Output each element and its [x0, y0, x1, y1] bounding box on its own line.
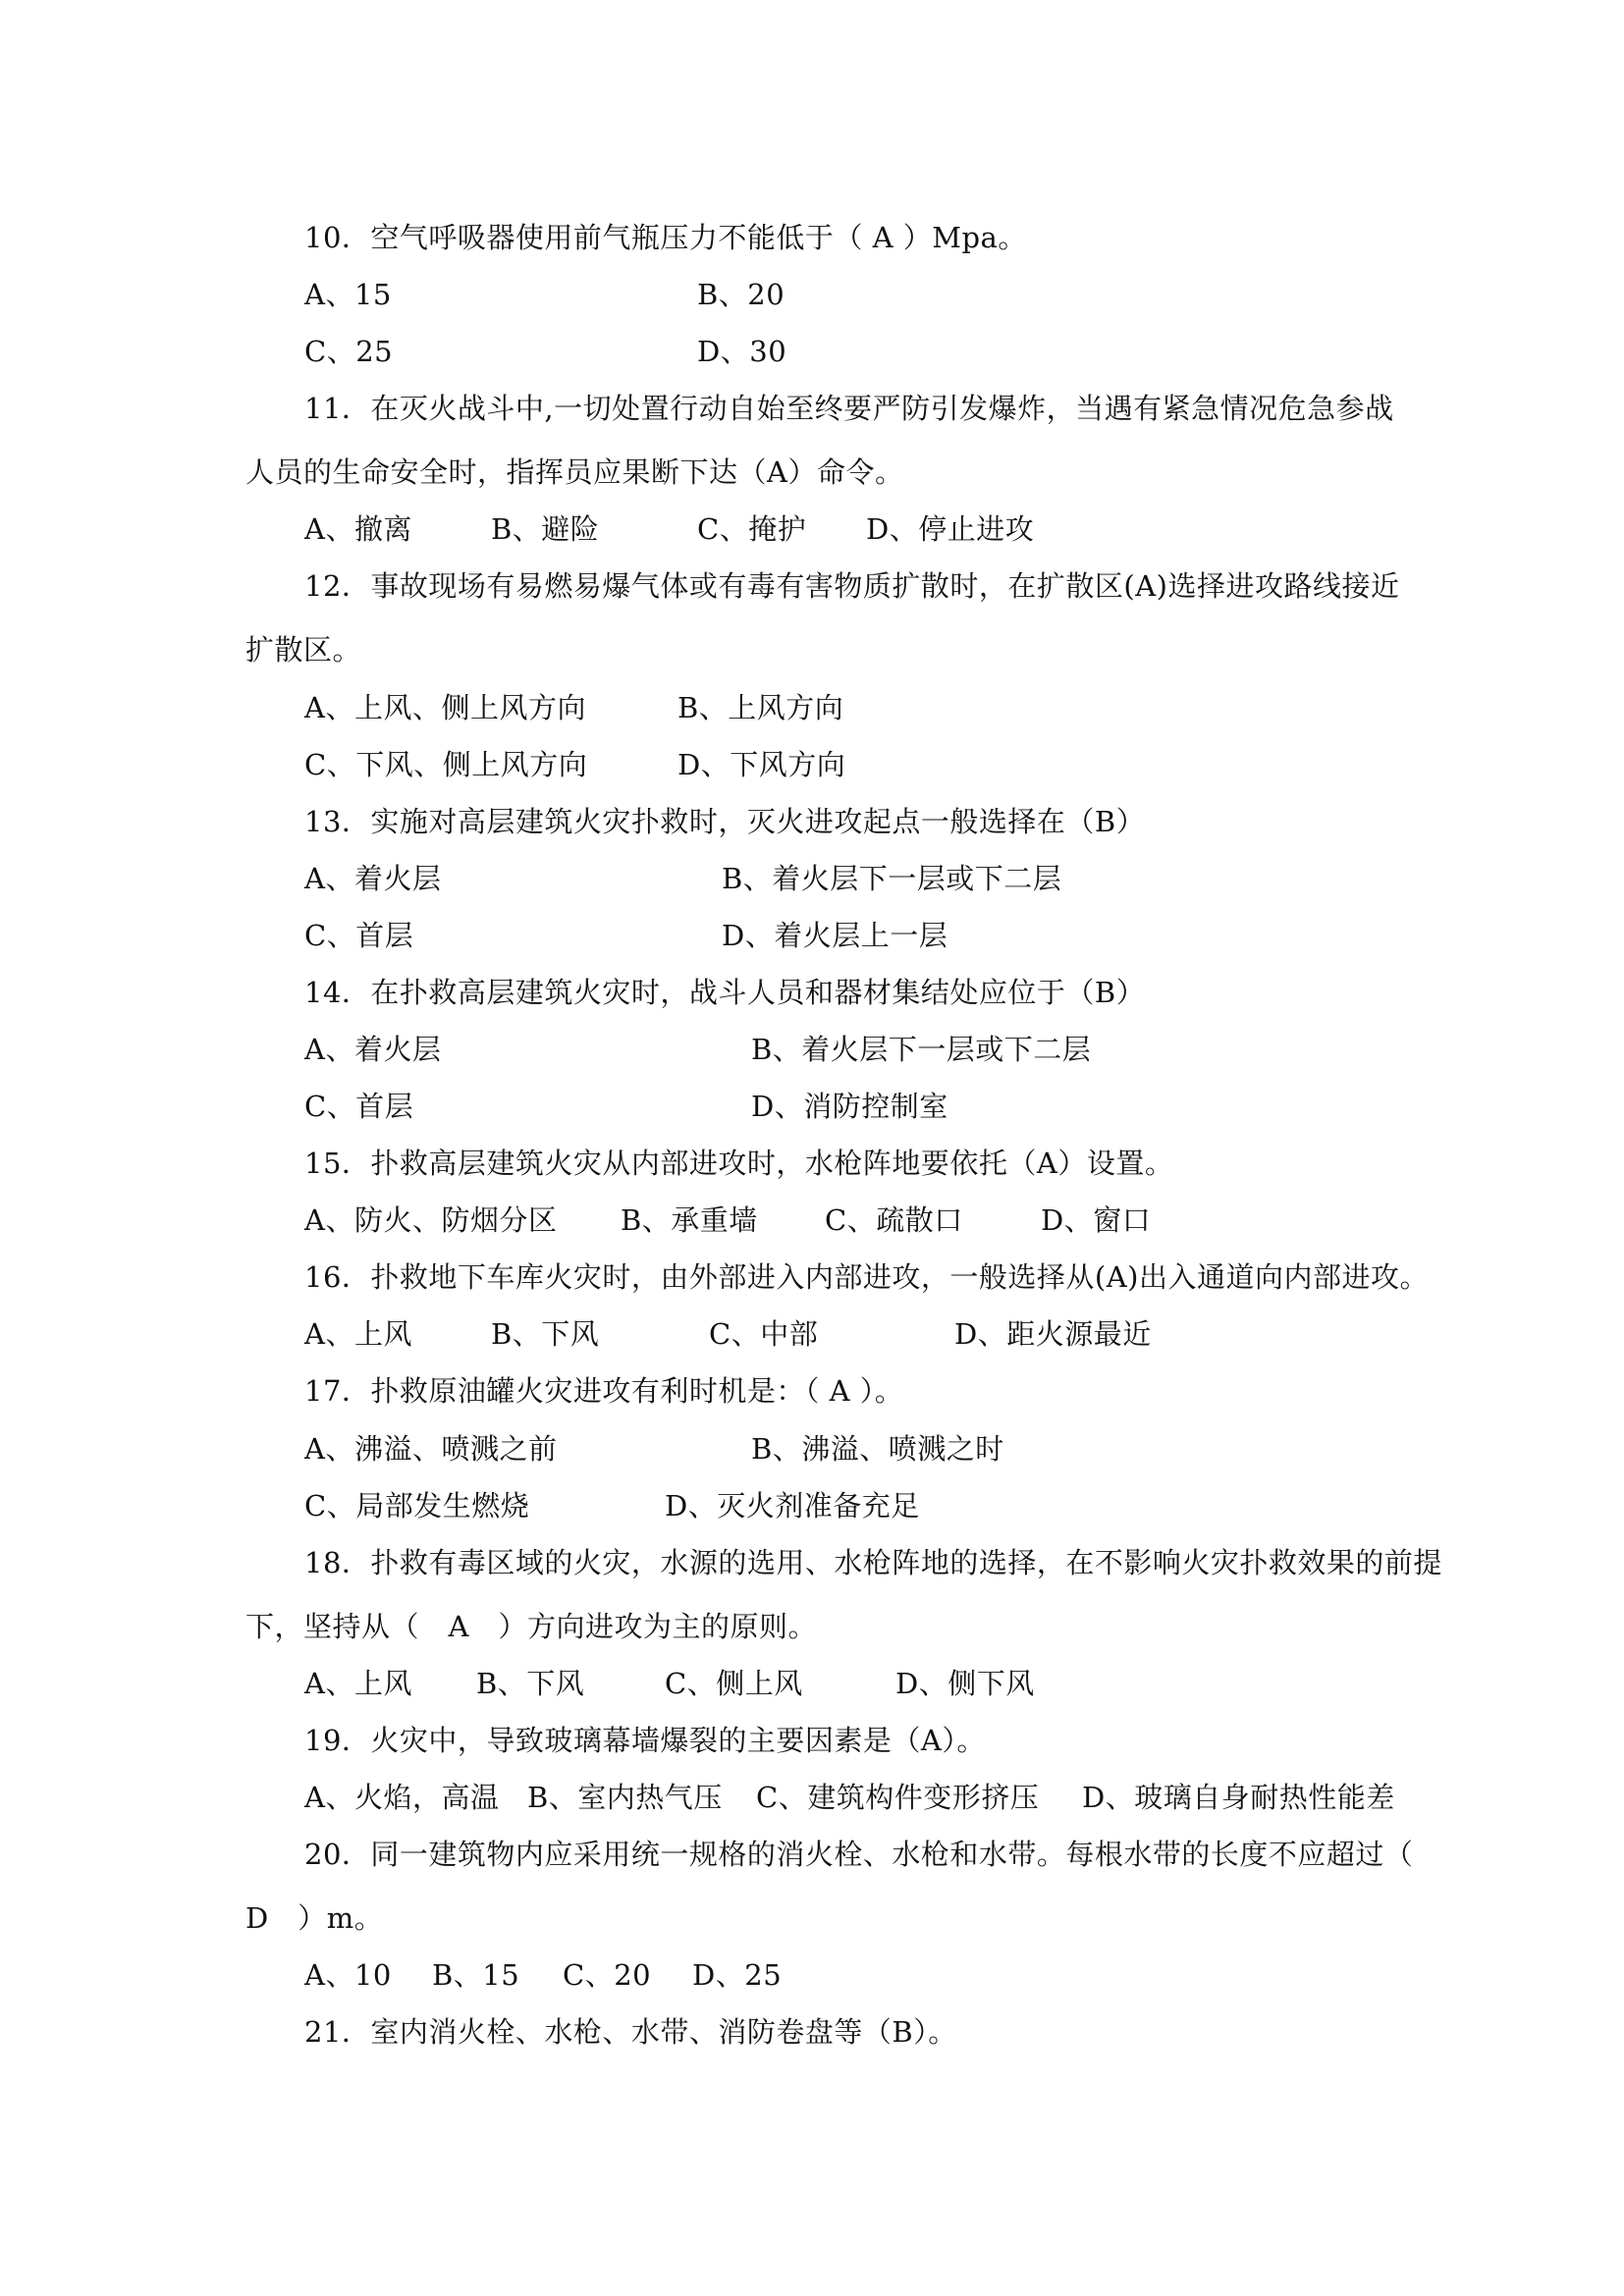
option-d: D、侧下风: [895, 1667, 1035, 1700]
option-b: B、15: [432, 1958, 520, 1992]
option-b: B、上风方向: [677, 691, 844, 724]
option-b: B、避险: [491, 512, 600, 546]
question-14: [304, 964, 1145, 1021]
option-d: D、着火层上一层: [722, 919, 948, 952]
question-text-continued: 扩散区。: [245, 633, 362, 667]
question-text: 室内消火栓、水枪、水带、消防卷盘等（B）。: [370, 2015, 957, 2049]
question-number: 12．: [304, 569, 371, 603]
question-17: [304, 1362, 903, 1419]
question-text: 扑救有毒区域的火灾，水源的选用、水枪阵地的选择，在不影响火灾扑救效果的前提: [370, 1546, 1442, 1579]
option-d: D、灭火剂准备充足: [665, 1489, 920, 1522]
question-number: 17．: [304, 1374, 371, 1408]
question-text: 扑救高层建筑火灾从内部进攻时，水枪阵地要依托（A）设置。: [370, 1147, 1174, 1180]
option-b: B、下风: [491, 1317, 600, 1351]
question-15: [304, 1135, 1173, 1192]
option-c: C、首层: [304, 919, 414, 952]
option-c: C、局部发生燃烧: [304, 1489, 530, 1522]
question-number: 14．: [304, 976, 371, 1009]
option-c: C、侧上风: [665, 1667, 803, 1700]
question-text: 事故现场有易燃易爆气体或有毒有害物质扩散时，在扩散区(A)选择进攻路线接近: [370, 569, 1400, 603]
option-b: B、着火层下一层或下二层: [722, 862, 1062, 895]
question-number: 11．: [304, 392, 371, 425]
question-text: 在扑救高层建筑火灾时，战斗人员和器材集结处应位于（B）: [370, 976, 1146, 1009]
option-a: A、上风: [304, 1317, 412, 1351]
question-19: [304, 1712, 986, 1769]
question-number: 16．: [304, 1260, 371, 1294]
option-a: A、撤离: [304, 512, 412, 546]
question-21: [304, 2003, 957, 2060]
question-number: 20．: [304, 1838, 371, 1871]
option-a: A、上风: [304, 1667, 412, 1700]
option-d: D、下风方向: [677, 748, 846, 781]
question-11: [304, 380, 1394, 437]
option-c: C、25: [304, 335, 394, 368]
question-text: 扑救地下车库火灾时，由外部进入内部进攻，一般选择从(A)出入通道向内部进攻。: [370, 1260, 1429, 1294]
option-a: A、着火层: [304, 862, 442, 895]
option-b: B、沸溢、喷溅之时: [751, 1432, 1004, 1466]
question-text: 空气呼吸器使用前气瓶压力不能低于（ A ）Mpa。: [370, 221, 1027, 254]
option-a: A、上风、侧上风方向: [304, 691, 586, 724]
question-text: 扑救原油罐火灾进攻有利时机是：（ A ）。: [370, 1374, 904, 1408]
question-16: [304, 1249, 1429, 1306]
option-d: D、窗口: [1041, 1203, 1152, 1237]
option-b: B、室内热气压: [527, 1781, 723, 1814]
question-10: [304, 209, 1027, 266]
option-a: A、15: [304, 278, 392, 311]
question-number: 13．: [304, 805, 371, 838]
option-d: D、30: [697, 335, 787, 368]
option-d: D、距火源最近: [954, 1317, 1152, 1351]
option-b: B、着火层下一层或下二层: [751, 1033, 1092, 1066]
option-c: C、疏散口: [825, 1203, 963, 1237]
question-number: 18．: [304, 1546, 371, 1579]
option-a: A、沸溢、喷溅之前: [304, 1432, 558, 1466]
option-c: C、掩护: [697, 512, 807, 546]
option-b: B、下风: [476, 1667, 585, 1700]
question-number: 15．: [304, 1147, 371, 1180]
question-text: 在灭火战斗中,一切处置行动自始至终要严防引发爆炸，当遇有紧急情况危急参战: [370, 392, 1394, 425]
option-d: D、停止进攻: [866, 512, 1035, 546]
option-b: B、20: [697, 278, 785, 311]
option-c: C、建筑构件变形挤压: [756, 1781, 1040, 1814]
question-13: [304, 793, 1145, 850]
option-c: C、下风、侧上风方向: [304, 748, 588, 781]
question-text: 实施对高层建筑火灾扑救时，灭火进攻起点一般选择在（B）: [370, 805, 1146, 838]
option-d: D、25: [692, 1958, 783, 1992]
option-a: A、防火、防烟分区: [304, 1203, 558, 1237]
option-a: A、着火层: [304, 1033, 442, 1066]
question-text-continued: D ）m。: [245, 1901, 384, 1935]
question-number: 19．: [304, 1724, 371, 1757]
question-text-continued: 下，坚持从（ A ）方向进攻为主的原则。: [245, 1610, 817, 1643]
option-a: A、火焰，高温: [304, 1781, 500, 1814]
option-c: C、首层: [304, 1090, 414, 1123]
option-d: D、玻璃自身耐热性能差: [1082, 1781, 1395, 1814]
question-number: 21．: [304, 2015, 371, 2049]
option-b: B、承重墙: [621, 1203, 758, 1237]
option-c: C、20: [563, 1958, 652, 1992]
question-18: [304, 1534, 1442, 1591]
option-d: D、消防控制室: [751, 1090, 948, 1123]
option-c: C、中部: [709, 1317, 819, 1351]
question-text: 火灾中，导致玻璃幕墙爆裂的主要因素是（A）。: [370, 1724, 986, 1757]
question-text: 同一建筑物内应采用统一规格的消火栓、水枪和水带。每根水带的长度不应超过（: [370, 1838, 1414, 1871]
option-a: A、10: [304, 1958, 392, 1992]
question-20: [304, 1826, 1413, 1883]
question-12: [304, 558, 1399, 614]
question-text-continued: 人员的生命安全时，指挥员应果断下达（A）命令。: [245, 455, 904, 489]
question-number: 10．: [304, 221, 371, 254]
